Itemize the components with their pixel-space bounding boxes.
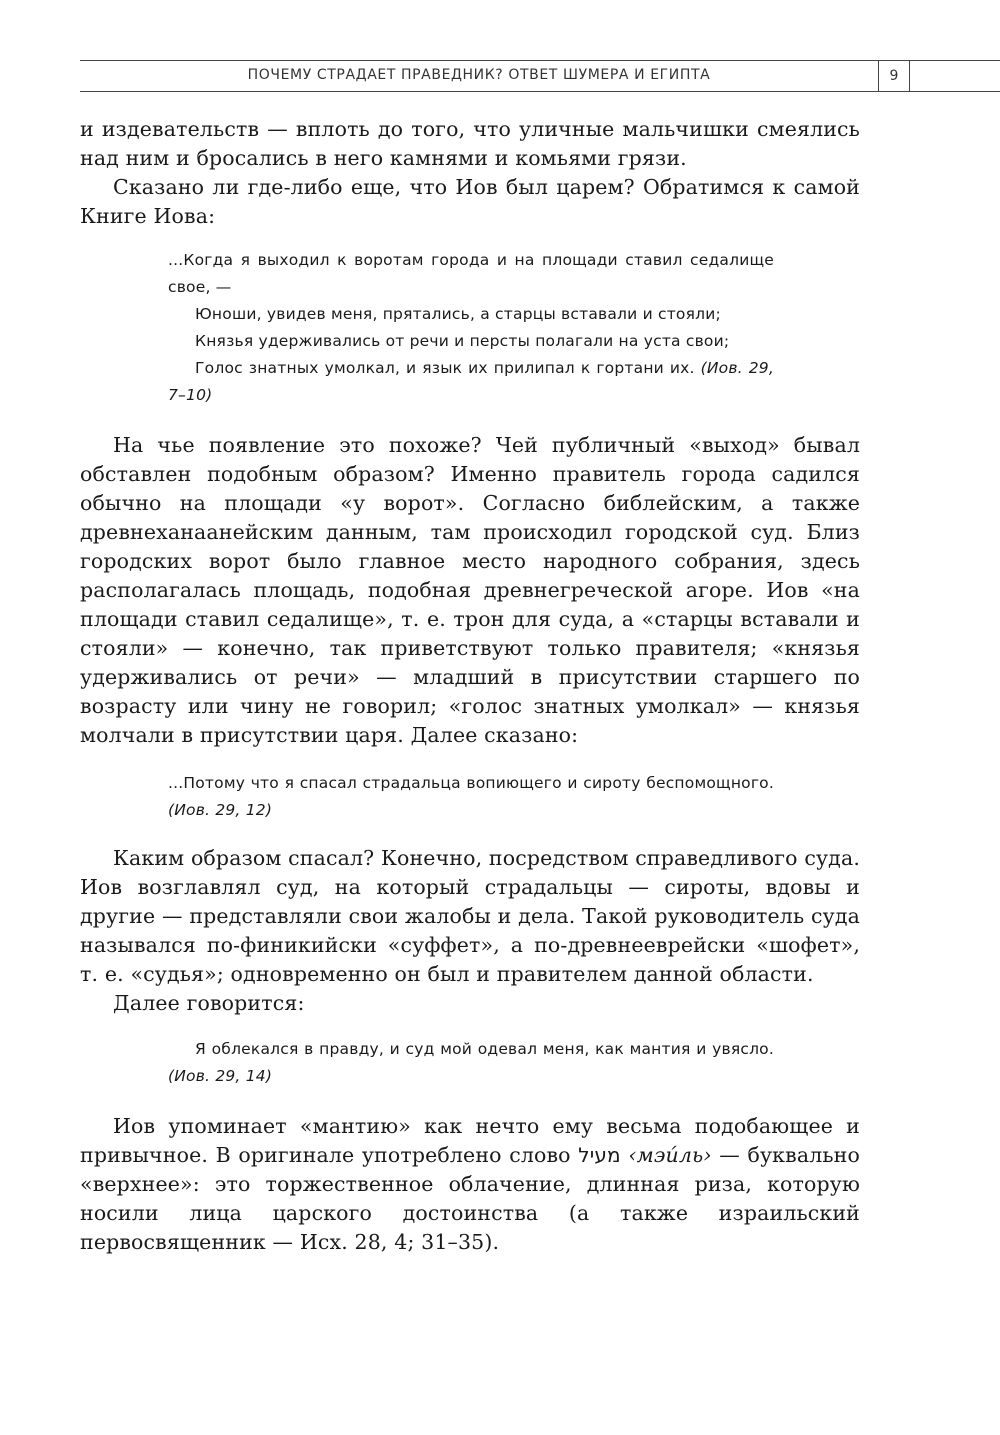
quote-reference: (Иов. 29, 7–10) <box>168 359 774 404</box>
paragraph-6-text-a: Иов упоминает «мантию» как нечто ему весьма подобающее и привычное. В оригинале употреблено слово <box>80 1114 860 1167</box>
paragraph-4: Каким образом спасал? Конечно, посредством справедливого суда. Иов возглавлял суд, на который страдальцы — сироты, вдовы и другие — представляли свои жалобы и дела. Такой руководитель суда назывался по-финикийски «суффет», а по-древнееврейски «шофет», т. е. «судья»; одновременно он был и правителем данной области. <box>80 846 860 986</box>
quote-line <box>168 770 774 824</box>
quote-reference: (Иов. 29, 14) <box>168 1067 273 1085</box>
running-title: ПОЧЕМУ СТРАДАЕТ ПРАВЕДНИК? ОТВЕТ ШУМЕРА И ЕГИПТА <box>247 67 711 83</box>
quote-line <box>168 1036 774 1090</box>
quote-reference: (Иов. 29, 12) <box>168 801 273 819</box>
paragraph-1: и издевательств — вплоть до того, что уличные мальчишки смеялись над ним и бросались в него камнями и комьями грязи. <box>80 117 860 170</box>
quote-line: Юноши, увидев меня, прятались, а старцы вставали и стояли; <box>195 305 721 323</box>
page-number-box <box>878 60 910 92</box>
paragraph-5: Далее говорится: <box>113 991 305 1015</box>
block-quote-1 <box>168 247 774 409</box>
paragraph-2: Сказано ли где-либо еще, что Иов был царем? Обратимся к самой Книге Иова: <box>80 175 860 228</box>
running-head <box>80 60 1000 92</box>
header-top-rule <box>80 60 1000 61</box>
paragraph-6-text-b: — буквально «верхнее»: это торжественное облачение, длинная риза, которую носили лица царского достоинства (а также израильский первосвященник — Исх. 28, 4; 31–35). <box>80 1143 860 1254</box>
block-quote-3 <box>168 1036 774 1090</box>
transliteration: ‹мэи́ль› <box>628 1143 712 1167</box>
quote-line-text: ...Потому что я спасал страдальца вопиющего и сироту беспомощного. <box>168 774 774 792</box>
quote-line-text: Я облекался в правду, и суд мой одевал меня, как мантия и увясло. <box>195 1040 774 1058</box>
hebrew-word: מעיל <box>578 1143 621 1167</box>
page-number: 9 <box>889 68 899 84</box>
quote-line: ...Когда я выходил к воротам города и на площади ставил седалище свое, — <box>168 251 774 296</box>
quote-line <box>168 355 774 409</box>
header-bottom-rule <box>80 91 1000 92</box>
block-quote-2 <box>168 770 774 824</box>
paragraph-3: На чье появление это похоже? Чей публичный «выход» бывал обставлен подобным образом? Именно правитель города садился обычно на площади «у ворот». Согласно библейским, а также древнеханаанейским данным, там происходил городской суд. Близ городских ворот было главное место народного собрания, здесь располагалась площадь, подобная древнегреческой агоре. Иов «на площади ставил седалище», т. е. трон для суда, а «старцы вставали и стояли» — конечно, так приветствуют только правителя; «князья удерживались от речи» — младший в присутствии старшего по возрасту или чину не говорил; «голос знатных умолкал» — князья молчали в присутствии царя. Далее сказано: <box>80 433 860 747</box>
quote-line: Князья удерживались от речи и персты полагали на уста свои; <box>195 332 730 350</box>
paragraph-6 <box>80 1112 860 1257</box>
quote-line-text: Голос знатных умолкал, и язык их прилипал к гортани их. <box>195 359 695 377</box>
page-body <box>80 115 860 1257</box>
